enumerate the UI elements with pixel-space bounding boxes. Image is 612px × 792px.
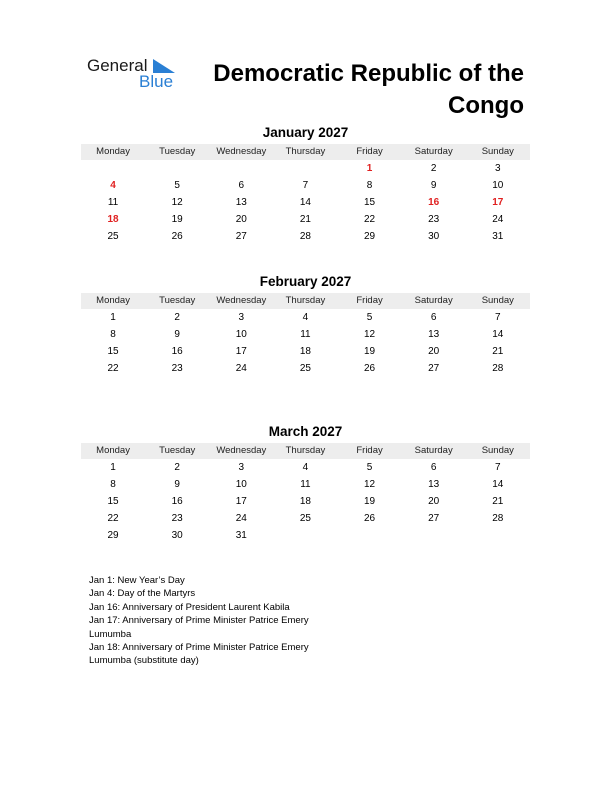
date-cell: 15 bbox=[107, 346, 119, 357]
holiday-item: Jan 17: Anniversary of Prime Minister Patrice Emery Lumumba bbox=[89, 615, 309, 640]
date-cell: 1 bbox=[110, 312, 116, 323]
date-cell: 9 bbox=[174, 479, 180, 490]
date-cell: 12 bbox=[171, 197, 183, 208]
date-cell: 5 bbox=[174, 180, 180, 191]
date-cell: 13 bbox=[428, 329, 440, 340]
weekday-header: Tuesday bbox=[159, 146, 196, 157]
date-cell: 15 bbox=[364, 197, 376, 208]
date-cell: 25 bbox=[299, 363, 311, 374]
holiday-date-cell: 4 bbox=[110, 180, 116, 191]
weekday-header-row bbox=[81, 443, 530, 459]
date-cell: 8 bbox=[110, 479, 116, 490]
date-cell: 26 bbox=[364, 513, 376, 524]
week-row bbox=[81, 326, 530, 343]
date-cell bbox=[338, 527, 402, 544]
date-cell bbox=[81, 160, 145, 177]
date-cell: 19 bbox=[364, 496, 376, 507]
date-cell: 1 bbox=[110, 462, 116, 473]
week-row bbox=[81, 343, 530, 360]
date-cell: 18 bbox=[299, 496, 311, 507]
weekday-header-row bbox=[81, 144, 530, 160]
weekday-header: Wednesday bbox=[216, 445, 267, 456]
month-title: February 2027 bbox=[259, 274, 352, 289]
date-cell: 19 bbox=[364, 346, 376, 357]
calendar-month bbox=[81, 125, 530, 245]
weekday-header: Friday bbox=[356, 146, 383, 157]
date-cell: 25 bbox=[107, 231, 119, 242]
weekday-header: Friday bbox=[356, 445, 383, 456]
week-row bbox=[81, 194, 530, 211]
weekday-header: Wednesday bbox=[216, 146, 267, 157]
date-cell: 6 bbox=[430, 312, 437, 323]
date-cell: 14 bbox=[492, 329, 504, 340]
date-cell: 26 bbox=[171, 231, 183, 242]
date-cell: 4 bbox=[302, 462, 309, 473]
date-cell: 9 bbox=[430, 180, 437, 191]
date-cell: 12 bbox=[364, 329, 376, 340]
weekday-header: Sunday bbox=[481, 146, 514, 157]
date-cell: 14 bbox=[492, 479, 504, 490]
holiday-date-cell: 18 bbox=[107, 214, 119, 225]
calendar-month bbox=[81, 424, 530, 544]
date-cell: 2 bbox=[430, 163, 437, 174]
weekday-header: Sunday bbox=[481, 295, 514, 306]
date-cell: 6 bbox=[430, 462, 437, 473]
holiday-item: Jan 16: Anniversary of President Laurent Kabila bbox=[89, 601, 290, 613]
weekday-header-row bbox=[81, 293, 530, 309]
date-cell: 7 bbox=[495, 462, 501, 473]
week-row bbox=[81, 228, 530, 245]
date-cell: 29 bbox=[364, 231, 376, 242]
date-cell: 6 bbox=[238, 180, 245, 191]
weekday-header: Saturday bbox=[414, 445, 453, 456]
date-cell: 19 bbox=[171, 214, 183, 225]
logo-flag-icon bbox=[153, 59, 175, 73]
weekday-header: Sunday bbox=[481, 445, 514, 456]
date-cell: 21 bbox=[492, 496, 504, 507]
logo bbox=[87, 56, 187, 94]
date-cell: 5 bbox=[366, 462, 373, 473]
date-cell: 3 bbox=[495, 163, 501, 174]
date-cell: 8 bbox=[110, 329, 116, 340]
date-cell: 4 bbox=[302, 312, 309, 323]
weekday-header: Tuesday bbox=[159, 445, 196, 456]
date-cell: 3 bbox=[238, 462, 245, 473]
calendar-month bbox=[81, 274, 530, 377]
weekday-header: Wednesday bbox=[216, 295, 267, 306]
date-cell: 12 bbox=[364, 479, 376, 490]
weekday-header: Monday bbox=[96, 146, 130, 157]
holiday-date-cell: 1 bbox=[366, 163, 373, 174]
week-row bbox=[81, 160, 530, 177]
date-cell: 22 bbox=[364, 214, 376, 225]
week-row bbox=[81, 493, 530, 510]
weekday-header: Friday bbox=[356, 295, 383, 306]
date-cell bbox=[402, 527, 466, 544]
week-row bbox=[81, 459, 530, 476]
page-title: Democratic Republic of the Congo bbox=[213, 60, 524, 119]
date-cell: 20 bbox=[428, 346, 440, 357]
date-cell: 24 bbox=[235, 363, 247, 374]
date-cell: 27 bbox=[428, 363, 440, 374]
date-cell: 17 bbox=[235, 496, 247, 507]
date-cell: 13 bbox=[428, 479, 440, 490]
date-cell: 13 bbox=[235, 197, 247, 208]
date-cell: 21 bbox=[492, 346, 504, 357]
date-cell: 26 bbox=[364, 363, 376, 374]
date-cell: 27 bbox=[235, 231, 247, 242]
week-row bbox=[81, 510, 530, 527]
weekday-header: Saturday bbox=[414, 146, 453, 157]
date-cell: 30 bbox=[171, 530, 183, 541]
date-cell: 2 bbox=[174, 312, 180, 323]
date-cell: 7 bbox=[495, 312, 501, 323]
date-cell: 20 bbox=[428, 496, 440, 507]
weekday-header: Thursday bbox=[285, 445, 326, 456]
weekday-header: Thursday bbox=[285, 295, 326, 306]
date-cell: 28 bbox=[492, 363, 504, 374]
week-row bbox=[81, 527, 530, 544]
weekday-header: Thursday bbox=[285, 146, 326, 157]
date-cell: 20 bbox=[235, 214, 247, 225]
date-cell bbox=[209, 160, 273, 177]
date-cell: 25 bbox=[299, 513, 311, 524]
date-cell: 15 bbox=[107, 496, 119, 507]
date-cell bbox=[466, 527, 530, 544]
holiday-date-cell: 17 bbox=[492, 197, 504, 208]
date-cell: 7 bbox=[302, 180, 309, 191]
week-row bbox=[81, 309, 530, 326]
date-cell: 14 bbox=[299, 197, 311, 208]
date-cell: 28 bbox=[492, 513, 504, 524]
date-cell: 29 bbox=[107, 530, 119, 541]
holiday-item: Jan 1: New Year’s Day bbox=[89, 575, 185, 586]
date-cell: 31 bbox=[492, 231, 504, 242]
date-cell: 24 bbox=[492, 214, 504, 225]
date-cell: 23 bbox=[428, 214, 440, 225]
date-cell: 11 bbox=[300, 329, 311, 340]
date-cell: 2 bbox=[174, 462, 180, 473]
date-cell: 18 bbox=[299, 346, 311, 357]
date-cell: 10 bbox=[235, 329, 247, 340]
holiday-item: Jan 18: Anniversary of Prime Minister Patrice Emery Lumumba (substitute day) bbox=[89, 642, 309, 667]
date-cell: 16 bbox=[171, 346, 183, 357]
date-cell: 8 bbox=[366, 180, 373, 191]
weekday-header: Tuesday bbox=[159, 295, 196, 306]
date-cell: 30 bbox=[428, 231, 440, 242]
holiday-item: Jan 4: Day of the Martyrs bbox=[89, 588, 196, 600]
date-cell: 21 bbox=[299, 214, 311, 225]
date-cell: 22 bbox=[107, 513, 119, 524]
date-cell: 31 bbox=[235, 530, 247, 541]
date-cell: 5 bbox=[366, 312, 373, 323]
date-cell: 28 bbox=[299, 231, 311, 242]
date-cell bbox=[273, 160, 337, 177]
weekday-header: Monday bbox=[96, 445, 130, 456]
week-row bbox=[81, 177, 530, 194]
weekday-header: Saturday bbox=[414, 295, 453, 306]
date-cell: 24 bbox=[235, 513, 247, 524]
week-row bbox=[81, 476, 530, 493]
date-cell: 16 bbox=[171, 496, 183, 507]
date-cell: 11 bbox=[300, 479, 311, 490]
date-cell: 10 bbox=[492, 180, 504, 191]
date-cell: 23 bbox=[171, 363, 183, 374]
date-cell bbox=[273, 527, 337, 544]
date-cell: 11 bbox=[107, 197, 119, 208]
date-cell: 9 bbox=[174, 329, 180, 340]
date-cell bbox=[145, 160, 209, 177]
date-cell: 10 bbox=[235, 479, 247, 490]
month-title: January 2027 bbox=[262, 125, 349, 140]
holiday-list bbox=[89, 574, 349, 668]
holiday-date-cell: 16 bbox=[428, 197, 440, 208]
date-cell: 23 bbox=[171, 513, 183, 524]
date-cell: 3 bbox=[238, 312, 245, 323]
logo-blue-text: Blue bbox=[139, 72, 174, 91]
weekday-header: Monday bbox=[96, 295, 130, 306]
month-title: March 2027 bbox=[268, 424, 343, 439]
logo-general-text: General bbox=[87, 56, 148, 75]
date-cell: 17 bbox=[235, 346, 247, 357]
week-row bbox=[81, 360, 530, 377]
date-cell: 22 bbox=[107, 363, 119, 374]
week-row bbox=[81, 211, 530, 228]
date-cell: 27 bbox=[428, 513, 440, 524]
